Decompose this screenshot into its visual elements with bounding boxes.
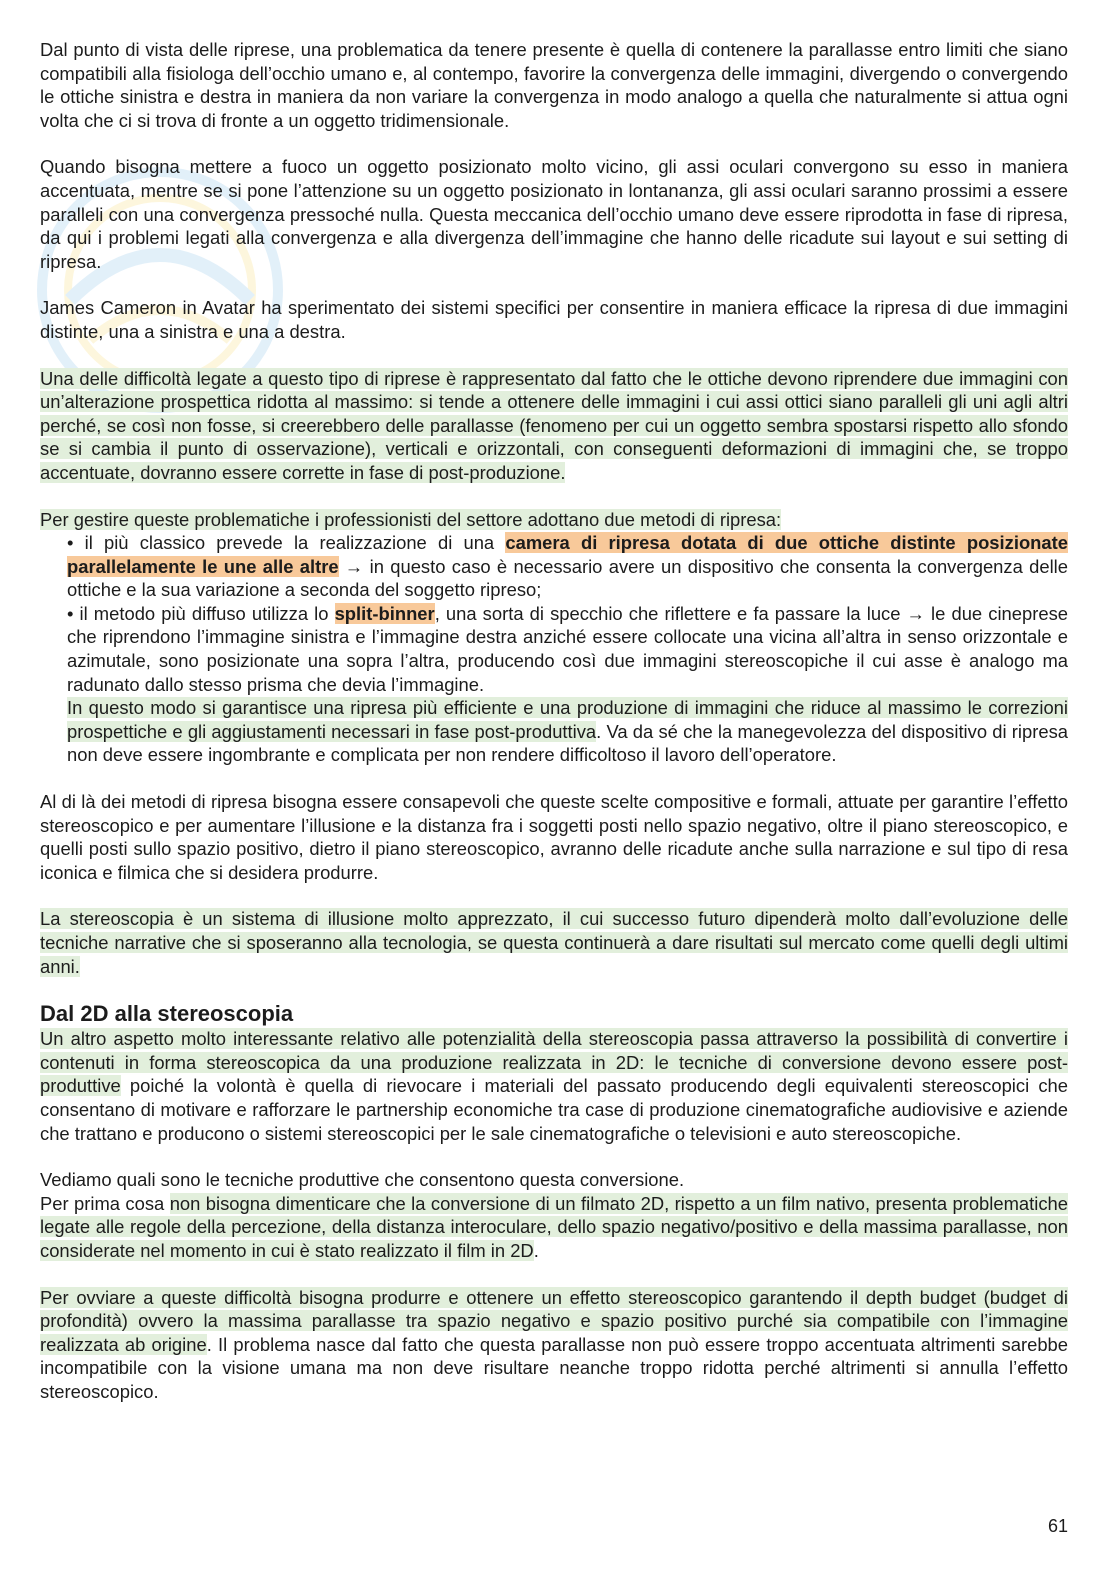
document-page: [40, 38, 1068, 1427]
highlight-text: non bisogna dimenticare che la conversione di un filmato 2D, rispetto a un film nativo,: [169, 1192, 876, 1214]
paragraph-text: . Il problema nasce dal fatto che questa parallasse non può essere troppo accentuata altrimenti sarebbe incompatibile con la visione umana ma non deve risultare neanche troppo ridotta perché altrimenti si annulla l’effetto stereoscopico.: [40, 1333, 1068, 1402]
paragraph-text: .: [533, 1239, 539, 1261]
highlight-text: Per ovviare a queste difficoltà bisogna produrre e ottenere un effetto stereoscopico garantendo il depth budget (budget di profondità) ovvero la massima parallasse tra spazio negativo e spazio positivo purché sia compatibile con l’immagine realizzata ab origine: [40, 1286, 1068, 1355]
highlight-key-term: split-binner: [334, 602, 435, 624]
paragraph-text: poiché la volontà è quella di rievocare i materiali del passato producendo degli equivalenti stereoscopici che consentano di motivare e rafforzare le partnership economiche tra case di produzione cinematografiche audiovisive e aziende che trattano e producono o sistemi stereoscopici per le sale cinematografiche o televisioni e auto stereoscopiche.: [40, 1075, 1068, 1144]
list-item-text: , una sorta di specchio che riflettere e fa passare la luce → le due cineprese che riprendono l’immagine sinistra e l’immagine destra anziché essere collocate una vicina all’altra in senso orizzontale e azimutale, sono posizionate una sopra l’altra, producendo così due immagini stereoscopiche il cui asse è analogo ma radunato dallo stesso prisma che devia l’immagine.: [67, 602, 1068, 695]
highlight-text: Una delle difficoltà legate a questo tipo di riprese è rappresentato dal fatto che le ottiche devono riprendere due immagini con un’alterazione prospettica ridotta al massimo: si tende a ottenere delle immagini i cui assi ottici siano paralleli gli uni agli altri perché, se così non fosse, si creerebbero delle parallasse (fenomeno per cui un oggetto sembra spostarsi rispetto allo sfondo se si cambia il punto di osservazione), verticali e orizzontali, con conseguenti deformazioni di immagini che, se troppo accentuate, dovranno essere corrette in fase di post-produzione.: [40, 367, 1068, 483]
highlight-text: Per gestire queste problematiche i professionisti del settore adottano due metodi di ripresa:: [40, 508, 782, 530]
list-item-efficiency: [40, 696, 1068, 767]
paragraph-conversion: [40, 1027, 1068, 1145]
paragraph-techniques: [40, 1168, 1068, 1262]
highlight-key-term: camera di ripresa dotata di due ottiche distinte posizionate parallelamente le une alle altre: [67, 532, 1068, 577]
list-intro: [40, 508, 1068, 532]
paragraph-difficulties: [40, 367, 1068, 485]
paragraph-depth-budget: [40, 1286, 1068, 1404]
list-item-text: • il più classico prevede la realizzazione di una: [67, 532, 506, 554]
highlight-text: La stereoscopia è un sistema di illusione molto apprezzato, il cui successo futuro dipenderà molto dall’evoluzione delle tecniche narrative che si sposeranno alla tecnologia, se questa continuerà a dare risultati sul mercato come quelli degli ultimi anni.: [40, 908, 1068, 977]
list-item-text: . Va da sé che la manegevolezza del dispositivo di ripresa non deve essere ingombrante e complicata per non rendere difficoltoso il lavoro dell’operatore.: [67, 720, 1068, 766]
list-item-split-binner: [40, 602, 1068, 696]
section-heading: Dal 2D alla stereoscopia: [40, 1001, 294, 1027]
paragraph-eye-convergence: Quando bisogna mettere a fuoco un oggetto posizionato molto vicino, gli assi oculari convergono su esso in maniera accentuata, mentre se si pone l’attenzione su un oggetto posizionato in lontananza, gli assi oculari saranno prossimi a essere paralleli con una convergenza pressoché nulla. Questa meccanica dell’occhio umano deve essere riprodotta in fase di ripresa, da qui i problemi legati alla convergenza e alla divergenza dell’immagine che hanno delle ricadute sui layout e sui setting di ripresa.: [40, 156, 1068, 272]
highlight-text: In questo modo si garantisce una ripresa più efficiente e una produzione di immagini che riduce al massimo le correzioni prospettiche e gli aggiustamenti necessari in fase post-produttiva: [67, 697, 1068, 742]
paragraph-illusion: [40, 907, 1068, 978]
page-number: 61: [1047, 1516, 1068, 1536]
paragraph-compositive-choices: Al di là dei metodi di ripresa bisogna essere consapevoli che queste scelte compositive e formali, attuate per garantire l’effetto stereoscopico e per aumentare l’illusione e la distanza fra i soggetti posti nello spazio negativo, oltre il piano stereoscopico, e quelli posti sullo spazio positivo, dietro il piano stereoscopico, avranno delle ricadute anche sulla narrazione e sul tipo di resa iconica e filmica che si desidera produrre.: [40, 791, 1068, 883]
list-item-text: → in questo caso è necessario avere un dispositivo che consenta la convergenza delle ottiche e la sua variazione a seconda del soggetto ripreso;: [67, 555, 1068, 601]
highlight-text: presenta problematiche legate alle regole della percezione, della distanza interoculare, dello spazio negativo/positivo e della massima parallasse, non considerate nel momento in cui è stato realizzato il film in 2D: [40, 1192, 1068, 1261]
paragraph-cameron: James Cameron in Avatar ha sperimentato dei sistemi specifici per consentire in maniera efficace la ripresa di due immagini distinte, una a sinistra e una a destra.: [40, 297, 1068, 342]
shooting-methods-list: [40, 508, 1068, 768]
paragraph-text: Per prima cosa: [40, 1192, 170, 1214]
paragraph-parallax: Dal punto di vista delle riprese, una problematica da tenere presente è quella di contenere la parallasse entro limiti che siano compatibili alla fisiologa dell’occhio umano e, al contempo, favorire la convergenza delle immagini, divergendo o convergendo le ottiche sinistra e destra in maniera da non variare la convergenza in modo analogo a quella che naturalmente si attua ogni volta che ci si trova di fronte a un oggetto tridimensionale.: [40, 39, 1068, 131]
highlight-text: Un altro aspetto molto interessante relativo alle potenzialità della stereoscopia passa attraverso la possibilità di convertire i contenuti in forma stereoscopica da una produzione realizzata in 2D: le tecniche di conversione devono essere post-produttive: [40, 1028, 1068, 1097]
list-item-text: • il metodo più diffuso utilizza lo: [67, 602, 335, 624]
list-item-classic-camera: [40, 531, 1068, 602]
paragraph-text: Vediamo quali sono le tecniche produttive che consentono questa conversione.: [40, 1169, 685, 1191]
